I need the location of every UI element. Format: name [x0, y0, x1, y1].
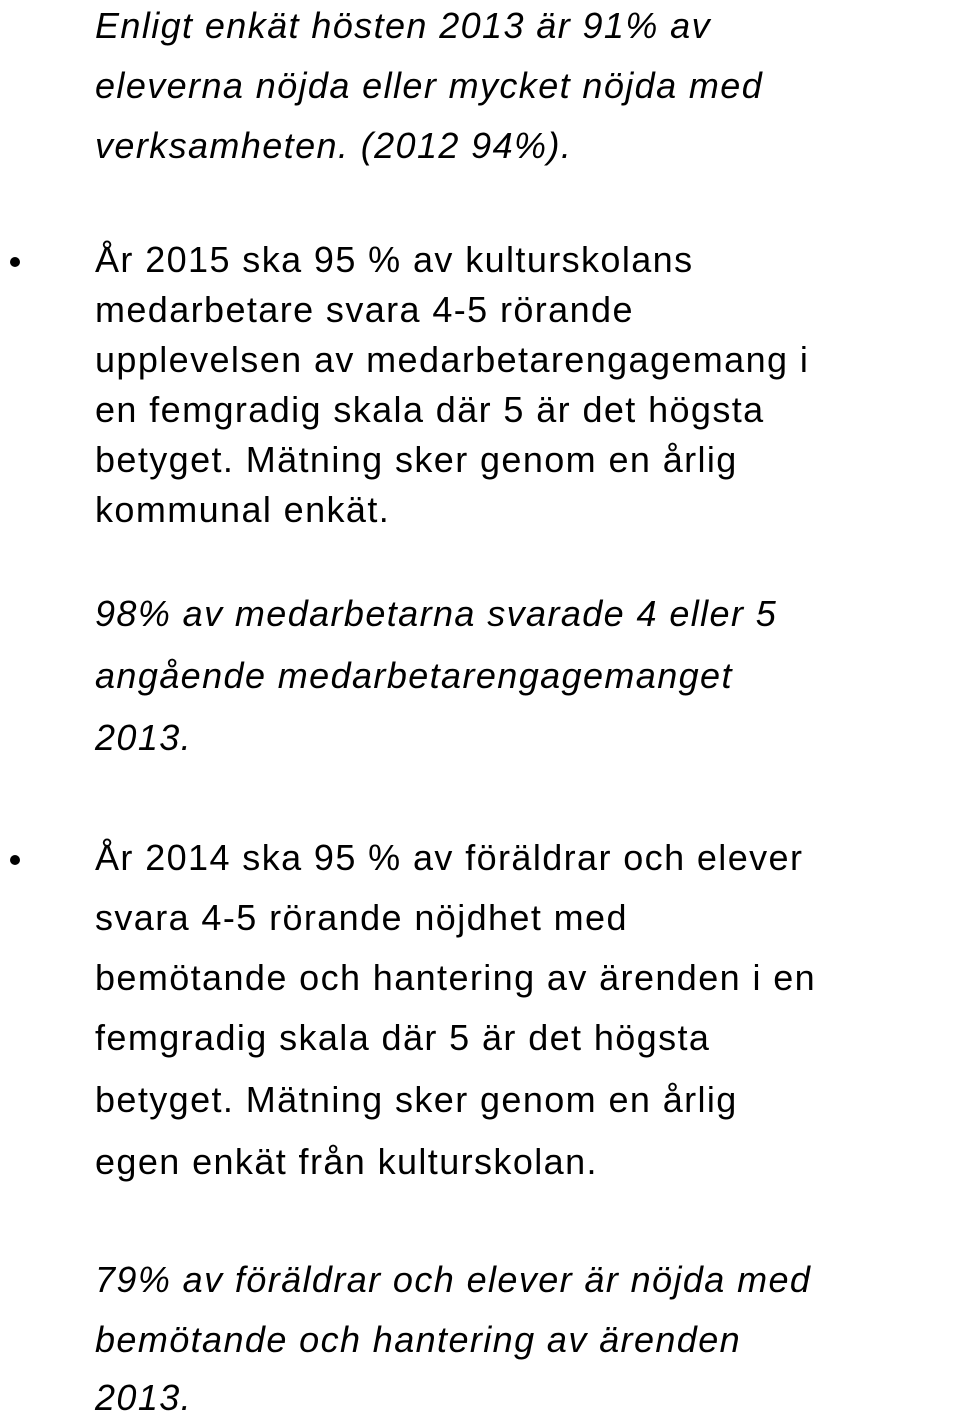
intro-line: Enligt enkät hösten 2013 är 91% av: [95, 5, 711, 46]
goal-line: upplevelsen av medarbetarengagemang i: [95, 339, 810, 380]
goal-line: egen enkät från kulturskolan.: [95, 1141, 598, 1182]
intro-line: verksamheten. (2012 94%).: [95, 125, 573, 166]
bullet-icon: [10, 855, 20, 865]
goal-line: svara 4-5 rörande nöjdhet med: [95, 897, 628, 938]
goal-line: kommunal enkät.: [95, 489, 391, 530]
goal-line: medarbetare svara 4-5 rörande: [95, 289, 634, 330]
goal-line: en femgradig skala där 5 är det högsta: [95, 389, 765, 430]
goal-line: betyget. Mätning sker genom en årlig: [95, 1079, 738, 1120]
result-line: bemötande och hantering av ärenden: [95, 1319, 742, 1360]
intro-line: eleverna nöjda eller mycket nöjda med: [95, 65, 764, 106]
goal-line: År 2015 ska 95 % av kulturskolans: [95, 239, 694, 280]
goal-line: betyget. Mätning sker genom en årlig: [95, 439, 738, 480]
bullet-icon: [10, 257, 20, 267]
result-line: angående medarbetarengagemanget: [95, 655, 733, 696]
result-line: 2013.: [95, 717, 193, 758]
result-line: 98% av medarbetarna svarade 4 eller 5: [95, 593, 778, 634]
result-line: 79% av föräldrar och elever är nöjda med: [95, 1259, 812, 1300]
goal-line: År 2014 ska 95 % av föräldrar och elever: [95, 837, 804, 878]
result-line: 2013.: [95, 1377, 193, 1418]
goal-line: femgradig skala där 5 är det högsta: [95, 1017, 711, 1058]
goal-line: bemötande och hantering av ärenden i en: [95, 957, 817, 998]
